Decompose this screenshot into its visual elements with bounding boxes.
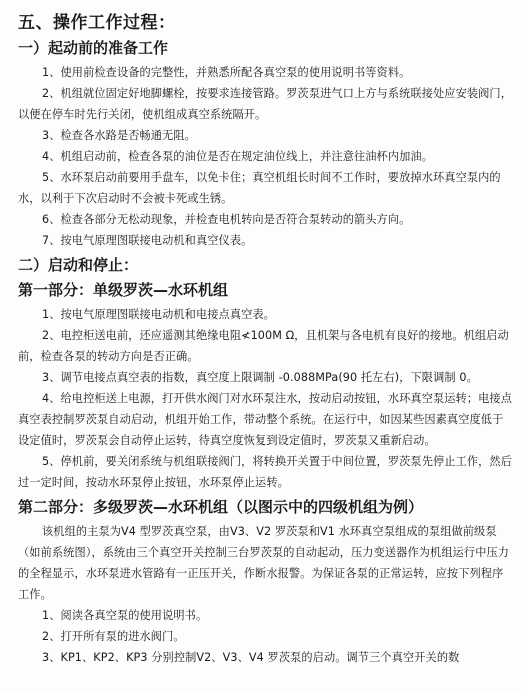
section1-item: 1、使用前检查设备的完整性，并熟悉所配各真空泵的使用说明书等资料。 (42, 66, 411, 79)
part2-item: 1、阅读各真空泵的使用说明书。 (42, 609, 208, 622)
section1-item: 5、水环泵启动前要用手盘车，以免卡住；真空机组长时间不工作时，要放掉水环真空泵内的水，以利于下次启动时不会被卡死或生锈。 (18, 171, 501, 205)
section2-title: 二）启动和停止： (18, 256, 139, 274)
section1-item: 4、机组启动前，检查各泵的油位是否在规定油位线上，并注意往油杯内加油。 (42, 150, 433, 163)
part1-title: 第一部分：单级罗茨—水环机组 (18, 281, 229, 299)
part1-item: 5、停机前，要关闭系统与机组联接阀门，将转换开关置于中间位置，罗茨泵先停止工作，然后过一定时间，按动水环泵停止按钮，水环泵停止运转。 (18, 455, 513, 489)
section1-item: 7、按电气原理图联接电动机和真空仪表。 (42, 234, 253, 247)
part1-item: 2、电控柜送电前，还应遥测其绝缘电阻≮100M Ω，且机架与各电机有良好的接地。机组启动前，检查各泵的转动方向是否正确。 (18, 329, 509, 363)
part1-item: 4、给电控柜送上电源，打开供水阀门对水环泵注水，按动启动按钮，水环真空泵运转；电接点真空表控制罗茨泵自动启动，机组开始工作，带动整个系统。在运行中，如因某些因素真空度低于设定值时，罗茨泵会自动停止运转，待真空度恢复到设定值时，罗茨泵又重新启动。 (18, 392, 513, 447)
part1-item: 3、调节电接点真空表的指数，真空度上限调制 -0.088MPa(90 托左右)，下限调制 0。 (42, 371, 478, 384)
section1-title: 一）起动前的准备工作 (18, 39, 169, 57)
main-heading: 五、操作工作过程： (18, 13, 176, 33)
part2-item: 2、打开所有泵的进水阀门。 (42, 630, 185, 643)
part2-title: 第二部分：多级罗茨—水环机组（以图示中的四级机组为例） (18, 498, 424, 516)
part1-item: 1、按电气原理图联接电动机和电接点真空表。 (42, 308, 275, 321)
section1-item: 3、检查各水路是否畅通无阻。 (42, 129, 196, 142)
part2-intro: 该机组的主泵为V4 型罗茨真空泵，由V3、V2 罗茨泵和V1 水环真空泵组成的泵组做前级泵（如前系统图），系统由三个真空开关控制三台罗茨泵的自动起动，压力变送器作为机组运行中压力的全程显示，水环泵进水管路有一正压开关，作断水报警。为保证各泵的正常运转，应按下列程序工作。 (18, 525, 510, 601)
section1-item: 6、检查各部分无松动现象，并检查电机转向是否符合泵转动的箭头方向。 (42, 213, 411, 226)
part2-item: 3、KP1、KP2、KP3 分别控制V2、V3、V4 罗茨泵的启动。调节三个真空开关的数 (42, 651, 460, 664)
section1-item: 2、机组就位固定好地脚螺栓，按要求连接管路。罗茨泵进气口上方与系统联接处应安装阀门，以便在停车时先行关闭，使机组成真空系统隔开。 (18, 87, 513, 121)
